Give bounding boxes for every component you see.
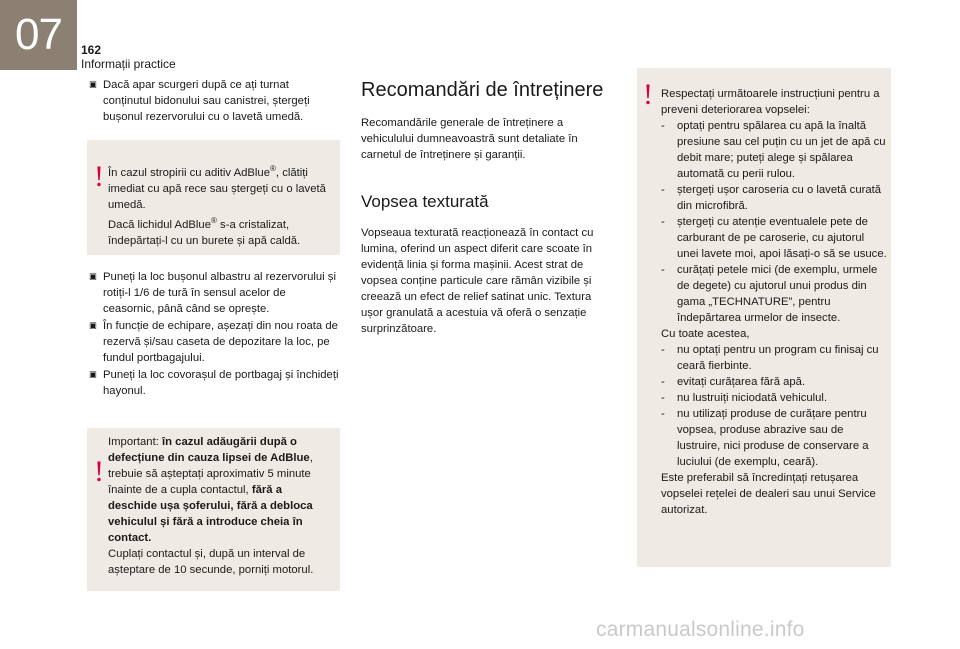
dash-bullet: -	[661, 408, 665, 420]
warning-text	[108, 434, 334, 578]
registered-mark: ®	[211, 215, 217, 225]
list-item-text: nu lustruiți niciodată vehiculul.	[677, 392, 828, 404]
bullet-text: În funcție de echipare, așezați din nou roata de rezervă și/sau caseta de depozitare la loc, pe fundul portbagajului.	[103, 320, 338, 364]
list-item-text: nu optați pentru un program cu finisaj cu ceară fierbinte.	[677, 344, 879, 372]
arrow-bullet-icon: 🞕	[89, 321, 97, 331]
middle-column	[361, 79, 616, 337]
warning-text-part: , trebuie să așteptați aproximativ 5 minute înainte de a cupla contactul,	[108, 452, 313, 496]
warning-text-part: s-a cristalizat, îndepărtați-l cu un burete și apă caldă.	[108, 218, 301, 247]
list-item	[88, 77, 338, 125]
left-column-top	[88, 77, 338, 126]
dash-bullet: -	[661, 120, 665, 132]
warning-icon: !	[94, 455, 104, 488]
warning-subintro: Cu toate acestea,	[661, 328, 750, 340]
bullet-text: Puneți la loc covorașul de portbagaj și închideți hayonul.	[103, 369, 339, 397]
warning-text-part: În cazul stropirii cu aditiv AdBlue	[108, 166, 271, 179]
warning-text-bold: în cazul adăugării după o defecțiune din cauza lipsei de AdBlue	[108, 436, 310, 464]
warning-box-adblue-spill	[87, 140, 340, 255]
warning-text-part: Dacă lichidul AdBlue	[108, 218, 211, 231]
list-item-text: ștergeți cu atenție eventualele pete de carburant de pe caroserie, cu ajutorul unei lavete moi, apoi lăsați-o să se usuce.	[677, 216, 887, 260]
list-item	[661, 262, 887, 326]
warning-box-important	[87, 428, 340, 591]
list-item	[88, 367, 340, 399]
warning-text-part: Cuplați contactul și, după un interval de așteptare de 10 secunde, porniți motorul.	[108, 548, 314, 576]
list-item	[661, 214, 887, 262]
bullet-text: Puneți la loc bușonul albastru al rezervorului și rotiți-l 1/6 de tură în sensul acelor de ceasornic, până când se oprește.	[103, 271, 336, 315]
arrow-bullet-icon: 🞕	[89, 272, 97, 282]
warning-text	[661, 86, 887, 518]
warning-icon: !	[643, 78, 653, 111]
arrow-bullet-icon: 🞕	[89, 80, 97, 90]
dash-bullet: -	[661, 392, 665, 404]
intro-paragraph: Recomandările generale de întreținere a vehiculului dumneavoastră sunt detaliate în carnetul de întreținere și garanții.	[361, 117, 578, 161]
dash-bullet: -	[661, 344, 665, 356]
list-item	[661, 406, 887, 470]
list-item-text: nu utilizați produse de curățare pentru vopsea, produse abrazive sau de lustruire, nici produse de conservare a luciului (de exemplu, ceară).	[677, 408, 869, 468]
left-column-bullets	[88, 269, 340, 400]
list-item-text: optați pentru spălarea cu apă la înaltă presiune sau cel puțin cu un jet de apă cu debit mare; puteți alege și spălarea automată cu perii rulou.	[677, 120, 886, 180]
dash-bullet: -	[661, 216, 665, 228]
list-item	[661, 182, 887, 214]
warning-text	[108, 161, 334, 249]
body-paragraph: Vopseaua texturată reacționează în contact cu lumina, oferind un aspect diferit care scoate în evidență linia și forma mașinii. Acest strat de vopsea conține particule care rămân vizibile și creează un efect de relief satinat unic. Textura ușor granulată a acestuia vă oferă o senzație surprinzătoare.	[361, 227, 594, 335]
watermark: carmanualsonline.info	[596, 618, 805, 641]
subheading: Vopsea texturată	[361, 192, 489, 211]
bullet-text: Dacă apar scurgeri după ce ați turnat conținutul bidonului sau canistrei, ștergeți bușonul rezervorului cu o lavetă umedă.	[103, 79, 310, 123]
list-item	[661, 342, 887, 374]
list-item	[88, 318, 340, 366]
list-item-text: evitați curățarea fără apă.	[677, 376, 806, 388]
dash-bullet: -	[661, 184, 665, 196]
page-heading: Recomandări de întreținere	[361, 79, 604, 101]
chapter-tab: 07	[0, 0, 77, 70]
dash-bullet: -	[661, 264, 665, 276]
warning-text-bold: fără a deschide ușa șoferului, fără a debloca vehiculul și fără a introduce cheia în contact.	[108, 484, 313, 544]
list-item	[661, 390, 887, 406]
list-item	[661, 374, 887, 390]
warning-intro: Respectați următoarele instrucțiuni pentru a preveni deteriorarea vopselei:	[661, 88, 880, 116]
warning-text-part: Important:	[108, 436, 162, 448]
section-title: Informații practice	[81, 57, 176, 71]
dash-bullet: -	[661, 376, 665, 388]
warning-text-part: , clătiți imediat cu apă rece sau ștergeți cu o lavetă umedă.	[108, 166, 326, 211]
list-item-text: ștergeți ușor caroseria cu o lavetă curată din microfibră.	[677, 184, 882, 212]
list-item	[88, 269, 340, 317]
arrow-bullet-icon: 🞕	[89, 370, 97, 380]
warning-closing: Este preferabil să încredințați retușarea vopselei rețelei de dealeri sau unui Service autorizat.	[661, 472, 876, 516]
warning-icon: !	[94, 160, 104, 193]
list-item	[661, 118, 887, 182]
list-item-text: curățați petele mici (de exemplu, urmele de degete) cu ajutorul unui produs din gama „TECHNATURE”, pentru îndepărtarea urmelor de insecte.	[677, 264, 878, 324]
registered-mark: ®	[270, 164, 276, 173]
page-number: 162	[81, 43, 102, 57]
warning-box-paint-care	[637, 68, 891, 567]
